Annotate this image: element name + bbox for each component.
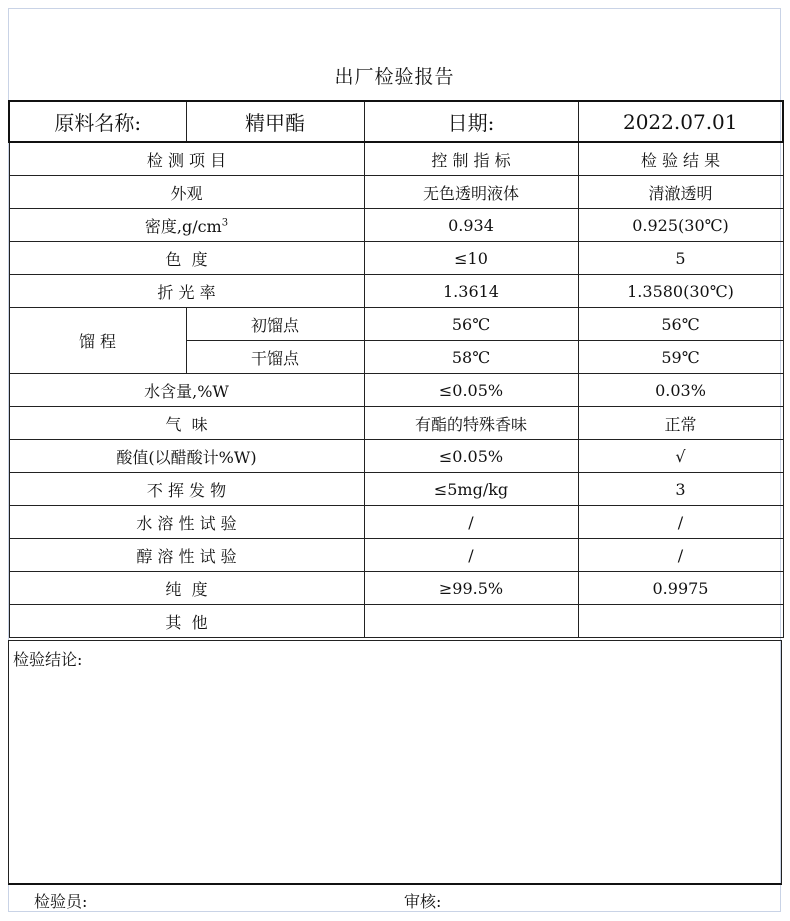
- row-standard: 有酯的特殊香味: [364, 407, 578, 440]
- conclusion-label: 检验结论:: [13, 650, 83, 669]
- table-row: [9, 506, 783, 539]
- row-item: 初馏点: [186, 308, 364, 341]
- table-row: [9, 473, 783, 506]
- row-standard: 58℃: [364, 341, 578, 374]
- table-row: [9, 539, 783, 572]
- row-item: [9, 209, 364, 242]
- row-standard: 0.934: [364, 209, 578, 242]
- row-standard: /: [364, 506, 578, 539]
- table-row: [9, 374, 783, 407]
- row-item: 色 度: [9, 242, 364, 275]
- row-result[interactable]: 正常: [578, 407, 783, 440]
- row-standard: ≤0.05%: [364, 440, 578, 473]
- row-result[interactable]: 56℃: [578, 308, 783, 341]
- row-standard: /: [364, 539, 578, 572]
- row-item: 气 味: [9, 407, 364, 440]
- row-item-text: 密度,g/cm: [144, 216, 222, 236]
- row-result[interactable]: [578, 605, 783, 638]
- table-row: [9, 605, 783, 638]
- row-result[interactable]: 清澈透明: [578, 176, 783, 209]
- row-item: 纯 度: [9, 572, 364, 605]
- table-row: [9, 176, 783, 209]
- table-row: [9, 407, 783, 440]
- table-row: [9, 209, 783, 242]
- column-header-row: [9, 142, 783, 176]
- row-item: 酸值(以醋酸计%W): [9, 440, 364, 473]
- report-title: 出厂检验报告: [334, 66, 455, 88]
- row-standard: 1.3614: [364, 275, 578, 308]
- row-standard: ≥99.5%: [364, 572, 578, 605]
- date-value[interactable]: 2022.07.01: [578, 101, 783, 142]
- row-item: 水含量,%W: [9, 374, 364, 407]
- row-item: 不 挥 发 物: [9, 473, 364, 506]
- table-row: [9, 275, 783, 308]
- row-item-superscript: 3: [221, 217, 229, 229]
- row-result[interactable]: 5: [578, 242, 783, 275]
- inspection-table: [8, 100, 784, 638]
- row-group-distillation: 馏 程: [9, 308, 186, 374]
- row-item: 其 他: [9, 605, 364, 638]
- row-result[interactable]: 59℃: [578, 341, 783, 374]
- row-standard[interactable]: [364, 605, 578, 638]
- reviewer-label: 审核:: [404, 892, 442, 911]
- row-item: 干馏点: [186, 341, 364, 374]
- column-header-item: 检 测 项 目: [9, 142, 364, 176]
- date-label: 日期:: [364, 101, 578, 142]
- material-label: 原料名称:: [9, 101, 186, 142]
- column-header-standard: 控 制 指 标: [364, 142, 578, 176]
- row-result[interactable]: /: [578, 539, 783, 572]
- row-result[interactable]: 0.925(30℃): [578, 209, 783, 242]
- row-result[interactable]: √: [578, 440, 783, 473]
- row-item: 水 溶 性 试 验: [9, 506, 364, 539]
- row-standard: 无色透明液体: [364, 176, 578, 209]
- row-item: 外观: [9, 176, 364, 209]
- row-result[interactable]: /: [578, 506, 783, 539]
- row-item: 折 光 率: [9, 275, 364, 308]
- column-header-result: 检 验 结 果: [578, 142, 783, 176]
- row-result[interactable]: 0.03%: [578, 374, 783, 407]
- table-row: [9, 572, 783, 605]
- table-row: [9, 308, 783, 341]
- header-row: [9, 101, 783, 142]
- material-value[interactable]: 精甲酯: [186, 101, 364, 142]
- inspector-label: 检验员:: [34, 892, 88, 911]
- row-standard: 56℃: [364, 308, 578, 341]
- row-item: 醇 溶 性 试 验: [9, 539, 364, 572]
- row-result[interactable]: 3: [578, 473, 783, 506]
- row-standard: ≤10: [364, 242, 578, 275]
- table-row: [9, 440, 783, 473]
- table-row: [9, 242, 783, 275]
- row-result[interactable]: 0.9975: [578, 572, 783, 605]
- row-standard: ≤5mg/kg: [364, 473, 578, 506]
- row-result[interactable]: 1.3580(30℃): [578, 275, 783, 308]
- row-standard: ≤0.05%: [364, 374, 578, 407]
- conclusion-box[interactable]: [8, 640, 782, 885]
